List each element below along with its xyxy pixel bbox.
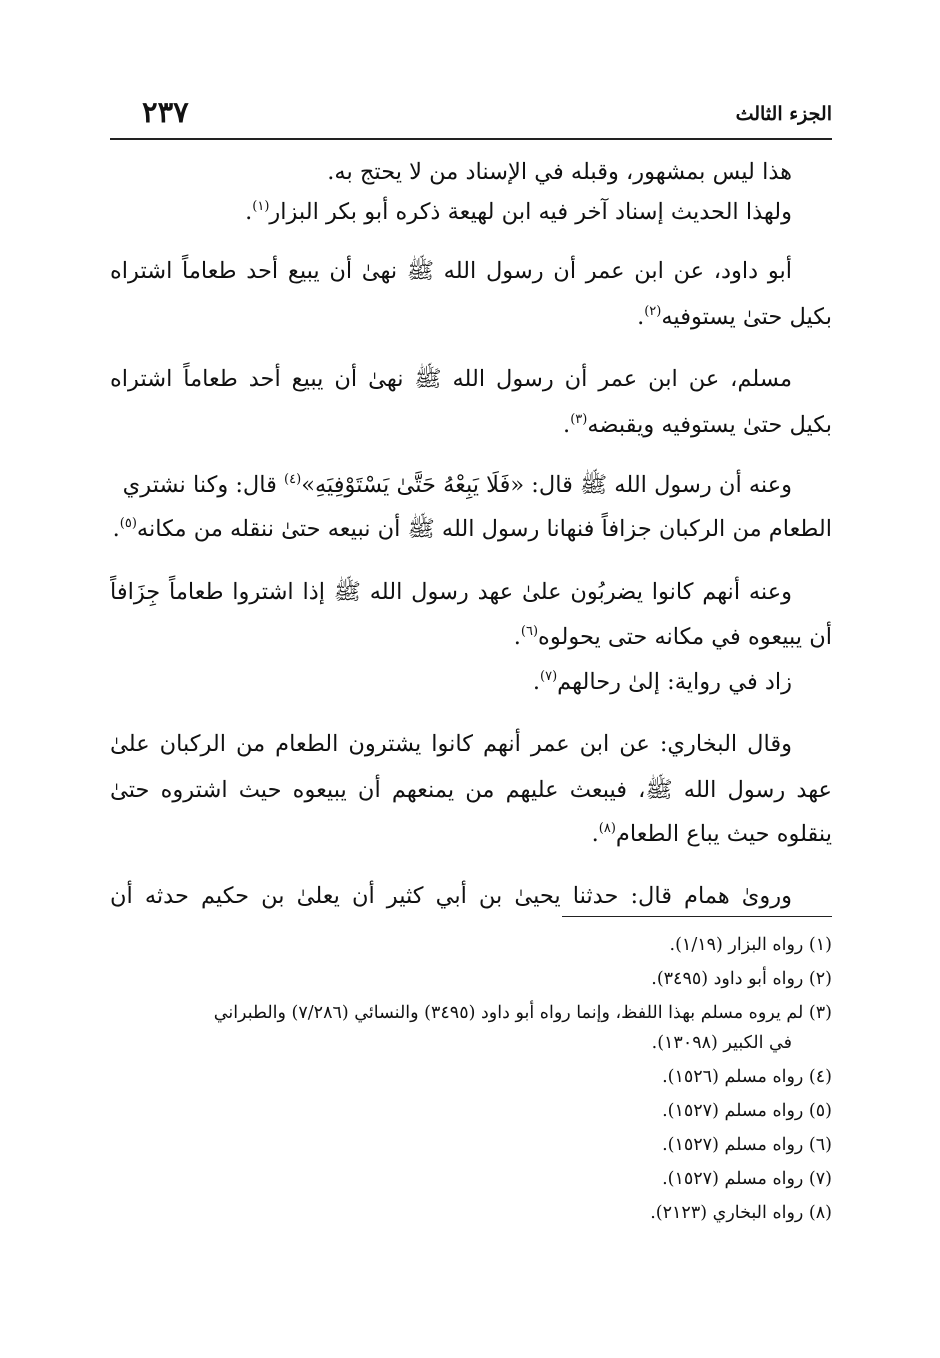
text-line: ولهذا الحديث إسناد آخر فيه ابن لهيعة ذكره أبو بكر البزار$^{(١)}$. xyxy=(245,199,792,225)
text-line: وقال البخاري: عن ابن عمر أنهم كانوا يشترون الطعام من الركبان علىٰ xyxy=(110,731,792,757)
footnote-item: (٦) رواه مسلم (١٥٢٧). xyxy=(662,1135,832,1155)
text-line: مسلم، عن ابن عمر أن رسول الله ﷺ نهىٰ أن يبيع أحد طعاماً اشتراه xyxy=(110,366,792,392)
text-line: وعنه أن رسول الله ﷺ قال: «فَلَا يَبِعْهُ حَتَّىٰ يَسْتَوْفِيَهِ»$^{(٤)}$ قال: وكنا نشتري xyxy=(122,472,792,498)
text-line: ينقلوه حيث يباع الطعام$^{(٨)}$. xyxy=(591,821,832,847)
footnote-ref[interactable]: (٥) xyxy=(119,516,137,531)
text-line: وروىٰ همام قال: حدثنا يحيىٰ بن أبي كثير أن يعلىٰ بن حكيم حدثه أن xyxy=(110,883,792,909)
footnote-ref[interactable]: (٦) xyxy=(520,624,539,639)
footnote-item: (١) رواه البزار (١/١٩). xyxy=(669,935,832,955)
footnote-ref[interactable]: (٨) xyxy=(598,821,616,836)
footnote-divider xyxy=(562,916,832,917)
footnote-ref[interactable]: (٢) xyxy=(644,304,662,319)
footnote-ref[interactable]: (٤) xyxy=(284,472,302,487)
footnote-ref[interactable]: (٧) xyxy=(540,669,558,684)
footnote-item-continuation: في الكبير (١٣٠٩٨). xyxy=(651,1033,792,1053)
footnote-ref[interactable]: (١) xyxy=(252,199,270,214)
text-line: عهد رسول الله ﷺ، فيبعث عليهم من يمنعهم أن يبيعوه حيث اشتروه حتىٰ xyxy=(110,777,832,803)
footnote-item: (٨) رواه البخاري (٢١٢٣). xyxy=(650,1203,832,1223)
text-line: أبو داود، عن ابن عمر أن رسول الله ﷺ نهىٰ أن يبيع أحد طعاماً اشتراه xyxy=(110,258,792,284)
text-line: هذا ليس بمشهور، وقبله في الإسناد من لا يحتج به. xyxy=(327,159,792,185)
footnote-item: (٣) لم يروه مسلم بهذا اللفظ، وإنما رواه أبو داود (٣٤٩٥) والنسائي (٧/٢٨٦) والطبراني xyxy=(213,1003,832,1023)
footnote-item: (٢) رواه أبو داود (٣٤٩٥). xyxy=(651,969,832,989)
page-header xyxy=(110,95,832,135)
footnote-item: (٧) رواه مسلم (١٥٢٧). xyxy=(662,1169,832,1189)
footnote-ref[interactable]: (٣) xyxy=(570,412,588,427)
book-page xyxy=(110,90,832,1290)
part-title: الجزء الثالث xyxy=(735,103,832,125)
text-line: وعنه أنهم كانوا يضربُون علىٰ عهد رسول الله ﷺ إذا اشتروا طعاماً جِزَافاً xyxy=(110,579,792,605)
text-line: الطعام من الركبان جزافاً فنهانا رسول الله ﷺ أن نبيعه حتىٰ ننقله من مكانه$^{(٥)}$. xyxy=(112,516,832,542)
text-line: بكيل حتىٰ يستوفيه ويقبضه$^{(٣)}$. xyxy=(563,412,832,438)
footnote-item: (٤) رواه مسلم (١٥٢٦). xyxy=(662,1067,832,1087)
text-line: زاد في رواية: إلىٰ رحالهم$^{(٧)}$. xyxy=(532,669,792,695)
text-line: بكيل حتىٰ يستوفيه$^{(٢)}$. xyxy=(637,304,832,330)
header-divider xyxy=(110,138,832,140)
page-number: ٢٣٧ xyxy=(142,95,189,129)
footnote-item: (٥) رواه مسلم (١٥٢٧). xyxy=(662,1101,832,1121)
text-line: أن يبيعوه في مكانه حتى يحولوه$^{(٦)}$. xyxy=(513,624,832,650)
